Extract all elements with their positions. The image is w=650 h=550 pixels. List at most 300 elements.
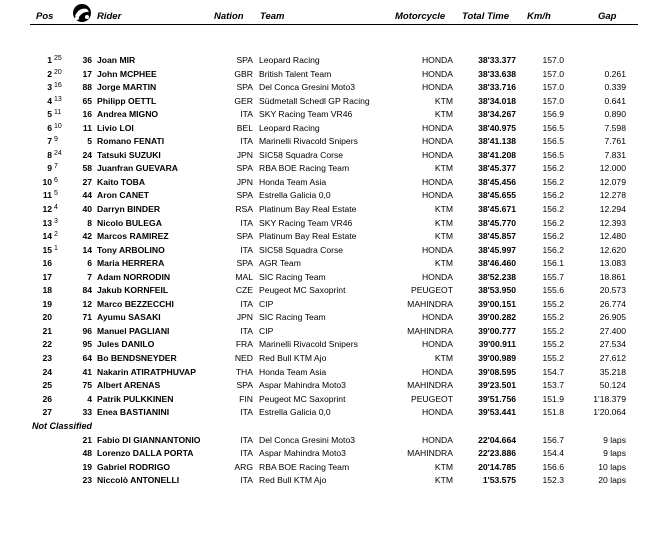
table-row bbox=[0, 230, 650, 244]
motorcycle: HONDA bbox=[421, 82, 453, 93]
motorcycle: HONDA bbox=[421, 176, 453, 187]
motorcycle: HONDA bbox=[421, 366, 453, 377]
position: 20 bbox=[42, 312, 52, 323]
position: 27 bbox=[42, 407, 52, 418]
nation: SPA bbox=[236, 163, 253, 174]
rider-name: Albert ARENAS bbox=[97, 380, 161, 391]
nation: NED bbox=[234, 353, 253, 364]
motorcycle: KTM bbox=[434, 217, 453, 228]
position: 23 bbox=[42, 353, 52, 364]
rider-name: Nicolo BULEGA bbox=[97, 217, 162, 228]
rider-number: 88 bbox=[82, 82, 92, 93]
rider-number: 41 bbox=[82, 366, 92, 377]
gap: 27.400 bbox=[599, 325, 626, 336]
nation: BEL bbox=[236, 122, 253, 133]
table-header bbox=[0, 0, 650, 28]
table-row bbox=[0, 162, 650, 176]
total-time: 20'14.785 bbox=[478, 461, 516, 472]
total-time: 38'45.655 bbox=[478, 190, 516, 201]
team: British Talent Team bbox=[259, 68, 332, 79]
speed-kmh: 153.7 bbox=[542, 380, 564, 391]
rider-name: Juanfran GUEVARA bbox=[97, 163, 179, 174]
speed-kmh: 157.0 bbox=[542, 68, 564, 79]
position: 17 bbox=[42, 271, 52, 282]
gap: 12.393 bbox=[599, 217, 626, 228]
nation: SPA bbox=[236, 258, 253, 269]
grid-position: 24 bbox=[54, 149, 62, 157]
team: Leopard Racing bbox=[259, 122, 320, 133]
motorcycle: KTM bbox=[434, 204, 453, 215]
team: Honda Team Asia bbox=[259, 176, 327, 187]
rider-number: 42 bbox=[82, 231, 92, 242]
rider-name: Gabriel RODRIGO bbox=[97, 461, 171, 472]
speed-kmh: 157.0 bbox=[542, 95, 564, 106]
team: Aspar Mahindra Moto3 bbox=[259, 448, 346, 459]
position: 5 bbox=[47, 109, 52, 120]
rider-number: 17 bbox=[82, 68, 92, 79]
rider-name: Tony ARBOLINO bbox=[97, 244, 165, 255]
speed-kmh: 156.2 bbox=[542, 244, 564, 255]
speed-kmh: 155.7 bbox=[542, 271, 564, 282]
gap: 0.339 bbox=[604, 82, 626, 93]
total-time: 1'53.575 bbox=[482, 475, 516, 486]
position: 13 bbox=[42, 217, 52, 228]
table-row bbox=[0, 149, 650, 163]
total-time: 38'45.770 bbox=[478, 217, 516, 228]
gap: 26.774 bbox=[599, 298, 626, 309]
rider-name: Andrea MIGNO bbox=[97, 109, 159, 120]
gap: 12.620 bbox=[599, 244, 626, 255]
motorcycle: PEUGEOT bbox=[410, 285, 453, 296]
gap: 12.000 bbox=[599, 163, 626, 174]
table-row bbox=[0, 393, 650, 407]
nation: SPA bbox=[236, 380, 253, 391]
speed-kmh: 156.2 bbox=[542, 231, 564, 242]
team: Red Bull KTM Ajo bbox=[259, 353, 327, 364]
rider-name: Niccolò ANTONELLI bbox=[97, 475, 180, 486]
grid-position: 7 bbox=[54, 163, 58, 171]
speed-kmh: 155.2 bbox=[542, 312, 564, 323]
speed-kmh: 156.2 bbox=[542, 190, 564, 201]
speed-kmh: 155.6 bbox=[542, 285, 564, 296]
table-row bbox=[0, 189, 650, 203]
rider-number: 21 bbox=[82, 434, 92, 445]
nation: SPA bbox=[236, 190, 253, 201]
gap: 26.905 bbox=[599, 312, 626, 323]
gap: 0.641 bbox=[604, 95, 626, 106]
position: 9 bbox=[47, 163, 52, 174]
team: Del Conca Gresini Moto3 bbox=[259, 82, 356, 93]
rider-name: Adam NORRODIN bbox=[97, 271, 171, 282]
total-time: 39'00.911 bbox=[478, 339, 516, 350]
total-time: 38'52.238 bbox=[478, 271, 516, 282]
total-time: 38'46.460 bbox=[478, 258, 516, 269]
gap: 20.573 bbox=[599, 285, 626, 296]
team: SIC58 Squadra Corse bbox=[259, 149, 344, 160]
rider-number: 23 bbox=[82, 475, 92, 486]
team: Honda Team Asia bbox=[259, 366, 327, 377]
speed-kmh: 156.6 bbox=[542, 461, 564, 472]
team: RBA BOE Racing Team bbox=[259, 461, 350, 472]
table-row bbox=[0, 406, 650, 420]
total-time: 38'33.638 bbox=[478, 68, 516, 79]
nation: ITA bbox=[240, 109, 253, 120]
nation: ITA bbox=[240, 407, 253, 418]
not-classified-label-text: Not Classified bbox=[32, 420, 93, 431]
position: 12 bbox=[42, 204, 52, 215]
nation: GER bbox=[234, 95, 253, 106]
gap: 12.480 bbox=[599, 231, 626, 242]
speed-kmh: 156.5 bbox=[542, 136, 564, 147]
rider-number: 8 bbox=[87, 217, 92, 228]
table-row bbox=[0, 352, 650, 366]
position: 21 bbox=[42, 325, 52, 336]
motorcycle: KTM bbox=[434, 109, 453, 120]
team: Leopard Racing bbox=[259, 55, 320, 65]
nation: SPA bbox=[236, 231, 253, 242]
gap: 0.261 bbox=[604, 68, 626, 79]
nation: ITA bbox=[240, 136, 253, 147]
gap: 7.831 bbox=[604, 149, 626, 160]
rider-name: Enea BASTIANINI bbox=[97, 407, 170, 418]
team: Del Conca Gresini Moto3 bbox=[259, 434, 356, 445]
total-time: 39'00.777 bbox=[478, 325, 516, 336]
motorcycle: MAHINDRA bbox=[407, 448, 453, 459]
position: 1 bbox=[47, 55, 52, 65]
motorcycle: HONDA bbox=[421, 434, 453, 445]
rider-name: Jakub KORNFEIL bbox=[97, 285, 169, 296]
table-row bbox=[0, 325, 650, 339]
rider-number: 24 bbox=[82, 149, 92, 160]
col-total-time-header: Total Time bbox=[462, 11, 509, 22]
team: SIC Racing Team bbox=[259, 271, 326, 282]
team: Marinelli Rivacold Snipers bbox=[259, 339, 358, 350]
nation: RSA bbox=[235, 204, 253, 215]
total-time: 38'41.208 bbox=[478, 149, 516, 160]
rider-name: Philipp OETTL bbox=[97, 95, 157, 106]
motorcycle: MAHINDRA bbox=[407, 325, 453, 336]
total-time: 39'51.756 bbox=[478, 393, 516, 404]
total-time: 39'00.989 bbox=[478, 353, 516, 364]
col-gap-header: Gap bbox=[598, 11, 617, 22]
position: 4 bbox=[47, 95, 52, 106]
team: SKY Racing Team VR46 bbox=[259, 217, 353, 228]
table-row bbox=[0, 95, 650, 109]
nation: JPN bbox=[236, 312, 253, 323]
nation: ITA bbox=[240, 448, 253, 459]
speed-kmh: 152.3 bbox=[542, 475, 564, 486]
rider-name: John MCPHEE bbox=[97, 68, 157, 79]
nation: CZE bbox=[235, 285, 253, 296]
table-row bbox=[0, 135, 650, 149]
table-row bbox=[0, 176, 650, 190]
speed-kmh: 155.2 bbox=[542, 353, 564, 364]
grid-position: 3 bbox=[54, 217, 58, 225]
total-time: 22'23.886 bbox=[478, 448, 516, 459]
rider-name: Lorenzo DALLA PORTA bbox=[97, 448, 194, 459]
total-time: 38'40.975 bbox=[478, 122, 516, 133]
position: 26 bbox=[42, 393, 52, 404]
team: Estrella Galicia 0,0 bbox=[259, 407, 331, 418]
speed-kmh: 156.2 bbox=[542, 163, 564, 174]
col-kmh-header: Km/h bbox=[527, 11, 551, 22]
total-time: 38'45.671 bbox=[478, 204, 516, 215]
col-pos-header: Pos bbox=[36, 11, 54, 22]
rider-number: 16 bbox=[82, 109, 92, 120]
table-row bbox=[0, 244, 650, 258]
position: 10 bbox=[42, 176, 52, 187]
speed-kmh: 155.2 bbox=[542, 339, 564, 350]
motorcycle: HONDA bbox=[421, 271, 453, 282]
rider-number: 58 bbox=[82, 163, 92, 174]
rider-name: Bo BENDSNEYDER bbox=[97, 353, 177, 364]
total-time: 38'53.950 bbox=[478, 285, 516, 296]
total-time: 38'45.857 bbox=[478, 231, 516, 242]
speed-kmh: 156.2 bbox=[542, 176, 564, 187]
team: RBA BOE Racing Team bbox=[259, 163, 350, 174]
nation: THA bbox=[235, 366, 253, 377]
rider-number: 44 bbox=[82, 190, 92, 201]
motorcycle: HONDA bbox=[421, 407, 453, 418]
speed-kmh: 156.1 bbox=[542, 258, 564, 269]
rider-number: 95 bbox=[82, 339, 92, 350]
total-time: 39'00.151 bbox=[478, 298, 516, 309]
nation: JPN bbox=[236, 176, 253, 187]
position: 16 bbox=[42, 258, 52, 269]
position: 18 bbox=[42, 285, 52, 296]
speed-kmh: 157.0 bbox=[542, 55, 564, 65]
total-time: 22'04.664 bbox=[478, 434, 516, 445]
table-row bbox=[0, 311, 650, 325]
position: 6 bbox=[47, 122, 52, 133]
col-team-header: Team bbox=[260, 11, 285, 22]
motorcycle: HONDA bbox=[421, 244, 453, 255]
gap: 50.124 bbox=[599, 380, 626, 391]
position: 2 bbox=[47, 68, 52, 79]
gap: 18.861 bbox=[599, 271, 626, 282]
nation: ITA bbox=[240, 434, 253, 445]
motorcycle: HONDA bbox=[421, 312, 453, 323]
table-row bbox=[0, 203, 650, 217]
team: Red Bull KTM Ajo bbox=[259, 475, 327, 486]
gap: 1'20.064 bbox=[593, 407, 626, 418]
speed-kmh: 156.9 bbox=[542, 109, 564, 120]
grid-position: 10 bbox=[54, 122, 62, 130]
col-motorcycle-header: Motorcycle bbox=[395, 11, 446, 22]
rider-number: 36 bbox=[82, 55, 92, 65]
speed-kmh: 151.9 bbox=[542, 393, 564, 404]
table-row-not-classified bbox=[0, 461, 650, 475]
position: 24 bbox=[42, 366, 52, 377]
table-row bbox=[0, 108, 650, 122]
gap: 7.761 bbox=[604, 136, 626, 147]
rider-number: 14 bbox=[82, 244, 92, 255]
speed-kmh: 154.7 bbox=[542, 366, 564, 377]
total-time: 38'45.377 bbox=[478, 163, 516, 174]
rider-number: 27 bbox=[82, 176, 92, 187]
position: 22 bbox=[42, 339, 52, 350]
nation: FIN bbox=[239, 393, 253, 404]
grid-position: 13 bbox=[54, 95, 62, 103]
team: Südmetall Schedl GP Racing bbox=[259, 95, 370, 106]
motorcycle: KTM bbox=[434, 231, 453, 242]
grid-position: 1 bbox=[54, 244, 58, 252]
speed-kmh: 156.5 bbox=[542, 122, 564, 133]
team: Marinelli Rivacold Snipers bbox=[259, 136, 358, 147]
col-nation-header: Nation bbox=[214, 11, 244, 22]
nation: GBR bbox=[234, 68, 253, 79]
rider-number: 12 bbox=[82, 298, 92, 309]
gap: 20 laps bbox=[598, 475, 626, 486]
table-row bbox=[0, 271, 650, 285]
rider-number: 64 bbox=[82, 353, 92, 364]
team: CIP bbox=[259, 325, 274, 336]
table-row bbox=[0, 257, 650, 271]
not-classified-section-label bbox=[0, 420, 650, 434]
gap: 9 laps bbox=[603, 448, 626, 459]
results-table bbox=[0, 54, 650, 488]
position: 7 bbox=[47, 136, 52, 147]
table-row bbox=[0, 81, 650, 95]
total-time: 38'34.267 bbox=[478, 109, 516, 120]
motorcycle: HONDA bbox=[421, 55, 453, 65]
motorcycle: KTM bbox=[434, 461, 453, 472]
rider-number: 96 bbox=[82, 325, 92, 336]
team: SIC Racing Team bbox=[259, 312, 326, 323]
grid-position: 11 bbox=[54, 109, 62, 117]
motorcycle: HONDA bbox=[421, 149, 453, 160]
speed-kmh: 154.4 bbox=[542, 448, 564, 459]
rider-number: 11 bbox=[82, 122, 92, 133]
gap: 13.083 bbox=[599, 258, 626, 269]
motorcycle: MAHINDRA bbox=[407, 380, 453, 391]
total-time: 39'00.282 bbox=[478, 312, 516, 323]
grid-position: 6 bbox=[54, 176, 58, 184]
gap: 27.534 bbox=[599, 339, 626, 350]
table-row bbox=[0, 217, 650, 231]
team: SKY Racing Team VR46 bbox=[259, 109, 353, 120]
speed-kmh: 156.5 bbox=[542, 149, 564, 160]
table-row bbox=[0, 54, 650, 68]
gap: 1'18.379 bbox=[593, 393, 626, 404]
gap: 35.218 bbox=[599, 366, 626, 377]
table-row bbox=[0, 379, 650, 393]
total-time: 39'53.441 bbox=[478, 407, 516, 418]
rider-number: 75 bbox=[82, 380, 92, 391]
table-row-not-classified bbox=[0, 434, 650, 448]
motorcycle: KTM bbox=[434, 163, 453, 174]
rider-name: Manuel PAGLIANI bbox=[97, 325, 170, 336]
grid-position: 16 bbox=[54, 82, 62, 90]
team: Estrella Galicia 0,0 bbox=[259, 190, 331, 201]
nation: ITA bbox=[240, 217, 253, 228]
grid-position: 2 bbox=[54, 231, 58, 239]
table-row bbox=[0, 122, 650, 136]
table-row-not-classified bbox=[0, 447, 650, 461]
grid-position: 20 bbox=[54, 68, 62, 76]
gap: 10 laps bbox=[598, 461, 626, 472]
team: Platinum Bay Real Estate bbox=[259, 231, 357, 242]
speed-kmh: 155.2 bbox=[542, 298, 564, 309]
nation: ARG bbox=[234, 461, 253, 472]
team: Peugeot MC Saxoprint bbox=[259, 285, 346, 296]
table-row bbox=[0, 338, 650, 352]
total-time: 38'45.997 bbox=[478, 244, 516, 255]
nation: JPN bbox=[236, 149, 253, 160]
table-row bbox=[0, 298, 650, 312]
nation: ITA bbox=[240, 298, 253, 309]
gap: 12.079 bbox=[599, 176, 626, 187]
rider-number: 84 bbox=[82, 285, 92, 296]
nation: ITA bbox=[240, 325, 253, 336]
total-time: 39'23.501 bbox=[478, 380, 516, 391]
speed-kmh: 156.2 bbox=[542, 204, 564, 215]
grid-position: 5 bbox=[54, 190, 58, 198]
rider-number: 48 bbox=[82, 448, 92, 459]
nation: SPA bbox=[236, 55, 253, 65]
position: 19 bbox=[42, 298, 52, 309]
motorcycle: MAHINDRA bbox=[407, 298, 453, 309]
total-time: 38'45.456 bbox=[478, 176, 516, 187]
rider-name: Nakarin ATIRATPHUVAP bbox=[97, 366, 196, 377]
col-rider-header: Rider bbox=[97, 11, 122, 22]
nation: FRA bbox=[235, 339, 253, 350]
rider-name: Jorge MARTIN bbox=[97, 82, 157, 93]
total-time: 38'41.138 bbox=[478, 136, 516, 147]
motorcycle: KTM bbox=[434, 258, 453, 269]
position: 15 bbox=[42, 244, 52, 255]
rider-name: Marco BEZZECCHI bbox=[97, 298, 174, 309]
speed-kmh: 157.0 bbox=[542, 82, 564, 93]
total-time: 38'33.377 bbox=[478, 55, 516, 65]
position: 14 bbox=[42, 231, 52, 242]
nation: SPA bbox=[236, 82, 253, 93]
grid-position: 25 bbox=[54, 55, 62, 62]
rider-name: Ayumu SASAKI bbox=[97, 312, 161, 323]
table-row bbox=[0, 68, 650, 82]
rider-number: 6 bbox=[87, 258, 92, 269]
position: 8 bbox=[47, 149, 52, 160]
team: Aspar Mahindra Moto3 bbox=[259, 380, 346, 391]
rider-name: Marcos RAMIREZ bbox=[97, 231, 169, 242]
team: AGR Team bbox=[259, 258, 301, 269]
rider-number: 33 bbox=[82, 407, 92, 418]
rider-name: Patrik PULKKINEN bbox=[97, 393, 174, 404]
team: Platinum Bay Real Estate bbox=[259, 204, 357, 215]
motorcycle: KTM bbox=[434, 353, 453, 364]
motorcycle: HONDA bbox=[421, 136, 453, 147]
rider-number: 40 bbox=[82, 204, 92, 215]
grid-position: 9 bbox=[54, 136, 58, 144]
nation: MAL bbox=[235, 271, 253, 282]
total-time: 38'33.716 bbox=[478, 82, 516, 93]
speed-kmh: 156.7 bbox=[542, 434, 564, 445]
gap: 7.598 bbox=[604, 122, 626, 133]
position: 11 bbox=[42, 190, 52, 201]
rider-name: Romano FENATI bbox=[97, 136, 165, 147]
rider-number: 65 bbox=[82, 95, 92, 106]
motorcycle: HONDA bbox=[421, 68, 453, 79]
speed-kmh: 151.8 bbox=[542, 407, 564, 418]
table-row bbox=[0, 284, 650, 298]
team: CIP bbox=[259, 298, 274, 309]
rider-name: Kaito TOBA bbox=[97, 176, 146, 187]
position: 25 bbox=[42, 380, 52, 391]
rider-name: Fabio DI GIANNANTONIO bbox=[97, 434, 201, 445]
rider-name: Darryn BINDER bbox=[97, 204, 161, 215]
rider-name: Tatsuki SUZUKI bbox=[97, 149, 161, 160]
gap: 12.278 bbox=[599, 190, 626, 201]
